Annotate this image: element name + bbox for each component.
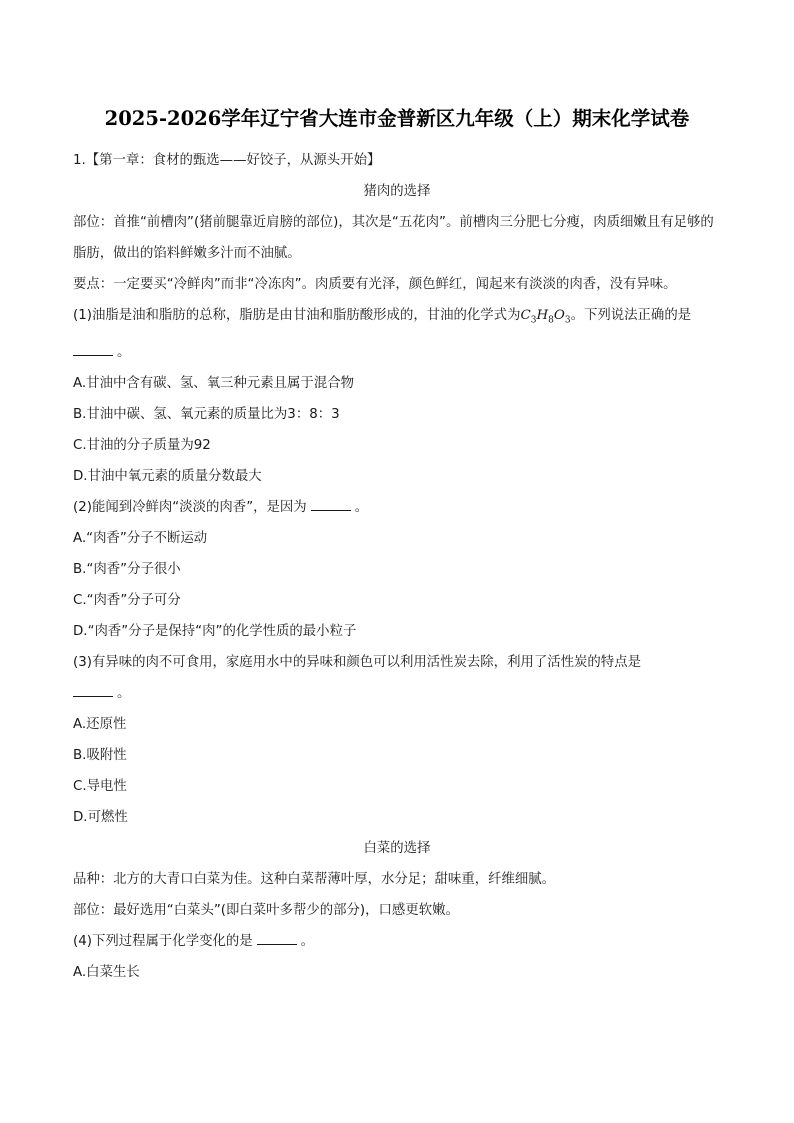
answer-blank[interactable] [73, 341, 113, 356]
paragraph-pork-part: 部位：首推“前槽肉”(猪前腿靠近肩膀的部位)，其次是“五花肉”。前槽肉三分肥七分瘦，肉质细嫩且有足够的脂肪，做出的馅料鲜嫩多汁而不油腻。 [73, 215, 714, 261]
answer-line-1: 。 [73, 337, 721, 368]
option-3c: C.导电性 [73, 778, 127, 794]
answer-blank[interactable] [311, 496, 351, 511]
page-title: 2025-2026学年辽宁省大连市金普新区九年级（上）期末化学试卷 [104, 107, 690, 130]
paragraph-cabbage-part: 部位：最好选用“白菜头”(即白菜叶多帮少的部分)，口感更软嫩。 [73, 902, 459, 918]
sub-question-1-text-a: (1)油脂是油和脂肪的总称，脂肪是由甘油和脂肪酸形成的，甘油的化学式为 [73, 308, 521, 323]
sub-question-1-text-b: 。下列说法正确的是 [570, 308, 692, 323]
sub-question-3-stem: (3)有异味的肉不可食用，家庭用水中的异味和颜色可以利用活性炭去除，利用了活性炭的特点是 [73, 654, 641, 670]
sub-question-4-stem: (4)下列过程属于化学变化的是 。 [73, 926, 721, 957]
glycerol-formula: $C_3H_8O_3$ [520, 308, 571, 326]
option-2b: B.“肉香”分子很小 [73, 561, 181, 577]
section-heading-pork: 猪肉的选择 [363, 184, 431, 199]
sub-question-2-stem: (2)能闻到冷鲜肉“淡淡的肉香”，是因为 。 [73, 492, 721, 523]
option-1a: A.甘油中含有碳、氢、氧三种元素且属于混合物 [73, 375, 354, 391]
option-3b: B.吸附性 [73, 747, 127, 763]
option-4a: A.白菜生长 [73, 964, 140, 980]
answer-blank[interactable] [73, 682, 113, 697]
answer-line-3: 。 [73, 678, 721, 709]
option-3d: D.可燃性 [73, 809, 128, 825]
option-1c: C.甘油的分子质量为92 [73, 437, 211, 453]
option-2d: D.“肉香”分子是保持“肉”的化学性质的最小粒子 [73, 623, 357, 639]
option-2c: C.“肉香”分子可分 [73, 592, 181, 608]
option-3a: A.还原性 [73, 716, 127, 732]
option-1b: B.甘油中碳、氢、氧元素的质量比为3：8：3 [73, 406, 340, 422]
question-content [73, 145, 721, 988]
option-2a: A.“肉香”分子不断运动 [73, 530, 208, 546]
paragraph-cabbage-variety: 品种：北方的大青口白菜为佳。这种白菜帮薄叶厚，水分足；甜味重，纤维细腻。 [73, 871, 556, 887]
answer-blank[interactable] [257, 930, 297, 945]
paragraph-pork-key: 要点：一定要买“冷鲜肉”而非“冷冻肉”。肉质要有光泽，颜色鲜红，闻起来有淡淡的肉香，没有异味。 [73, 277, 677, 292]
question-1-header: 1.【第一章：食材的甄选——好饺子，从源头开始】 [73, 153, 381, 168]
sub-question-1-stem [73, 300, 721, 337]
section-heading-cabbage: 白菜的选择 [363, 840, 431, 856]
option-1d: D.甘油中氧元素的质量分数最大 [73, 468, 262, 484]
